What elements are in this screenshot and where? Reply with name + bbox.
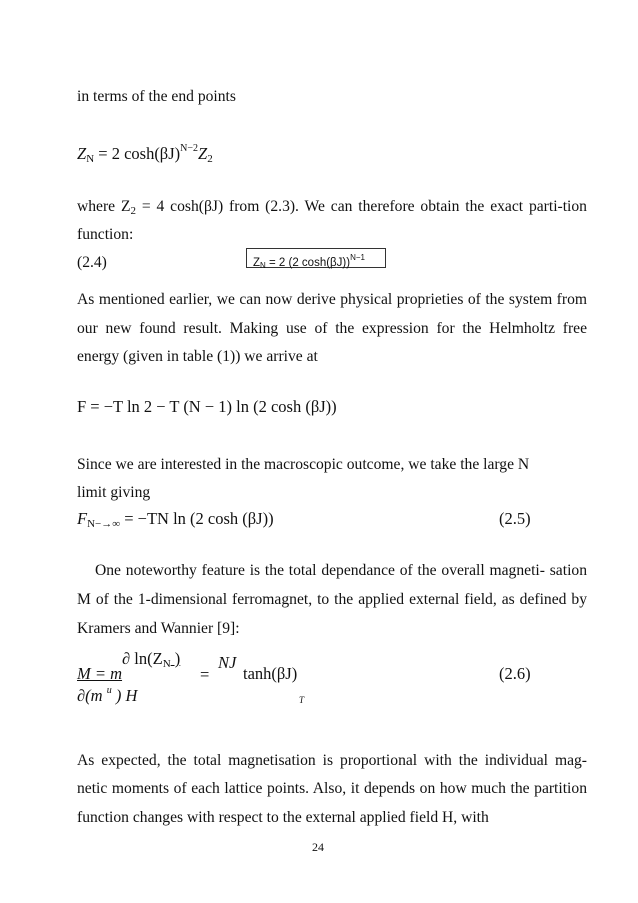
equation-zn <box>77 143 213 165</box>
box-symbol: Z <box>253 257 261 269</box>
equation-2-6-nj <box>218 653 236 673</box>
eq-superscript: u <box>106 685 112 696</box>
text-line-12: As expected, the total magnetisation is proportional with the individual mag- <box>77 752 587 769</box>
eq-tail-symbol: Z <box>198 144 208 163</box>
box-subscript: N <box>260 261 266 270</box>
text-fragment: where Z <box>77 198 131 215</box>
eq-symbol: NJ <box>218 653 237 672</box>
text-line-7: Since we are interested in the macroscopic outcome, we take the large N <box>77 456 530 473</box>
eq-rhs: = −TN ln (2 cosh (βJ)) <box>120 509 274 528</box>
text-line-13: netic moments of each lattice points. Also, it depends on how much the partition <box>77 780 587 797</box>
page-number: 24 <box>312 840 324 854</box>
text-line-11: Kramers and Wannier [9]: <box>77 620 240 637</box>
eq-fragment: ∂ ln(Z <box>122 649 163 668</box>
eq-symbol: Z <box>77 144 87 163</box>
equation-2-6-t: T <box>299 695 305 705</box>
box-rhs: = 2 (2 cosh(βJ)) <box>265 257 351 269</box>
box-superscript: N−1 <box>350 253 365 262</box>
equation-label-2-4: (2.4) <box>77 254 107 271</box>
boxed-equation <box>246 248 386 268</box>
equation-2-6-numerator <box>122 649 180 670</box>
equation-2-5 <box>77 509 274 530</box>
eq-superscript: N−2 <box>180 143 198 154</box>
eq-subscript: N <box>86 153 95 165</box>
text-line-6: energy (given in table (1)) we arrive at <box>77 348 318 365</box>
text-line-3: function: <box>77 226 134 243</box>
eq-symbol: M = m <box>77 664 123 683</box>
text-line-14: function changes with respect to the external applied field H, with <box>77 809 489 826</box>
equation-label-2-6: (2.6) <box>499 664 531 683</box>
eq-tail-subscript: 2 <box>207 153 213 165</box>
equation-2-6-equals: = <box>200 665 210 684</box>
equation-2-6-lhs <box>77 664 122 684</box>
equation-free-energy: F = −T ln 2 − T (N − 1) ln (2 cosh (βJ)) <box>77 397 337 416</box>
eq-fragment: ∂(m <box>77 686 107 705</box>
eq-rhs: = 2 cosh(βJ) <box>94 144 181 163</box>
text-line-10: M of the 1-dimensional ferromagnet, to the applied external field, as defined by <box>77 591 587 608</box>
eq-subscript: N <box>162 658 171 670</box>
eq-symbol: F <box>77 509 88 528</box>
text-line-9: One noteworthy feature is the total dependance of the overall magneti- sation <box>95 562 587 579</box>
equation-2-6-denominator <box>77 685 137 706</box>
equation-label-2-5: (2.5) <box>499 509 531 528</box>
text-line-2 <box>77 197 587 221</box>
text-subscript: 2 <box>130 205 136 217</box>
text-fragment: = 4 cosh(βJ) from (2.3). We can therefore obtain the exact parti-tion <box>135 198 587 215</box>
eq-subscript: N−→∞ <box>87 518 121 530</box>
eq-fragment: ) H <box>111 686 138 705</box>
equation-2-6-tanh: tanh(βJ) <box>243 664 298 683</box>
eq-fragment: ) <box>170 649 181 668</box>
text-line-8: limit giving <box>77 484 151 501</box>
text-line-4: As mentioned earlier, we can now derive physical proprieties of the system from <box>77 291 587 308</box>
text-line-1: in terms of the end points <box>77 88 236 105</box>
text-line-5: our new found result. Making use of the expression for the Helmholtz free <box>77 320 587 337</box>
